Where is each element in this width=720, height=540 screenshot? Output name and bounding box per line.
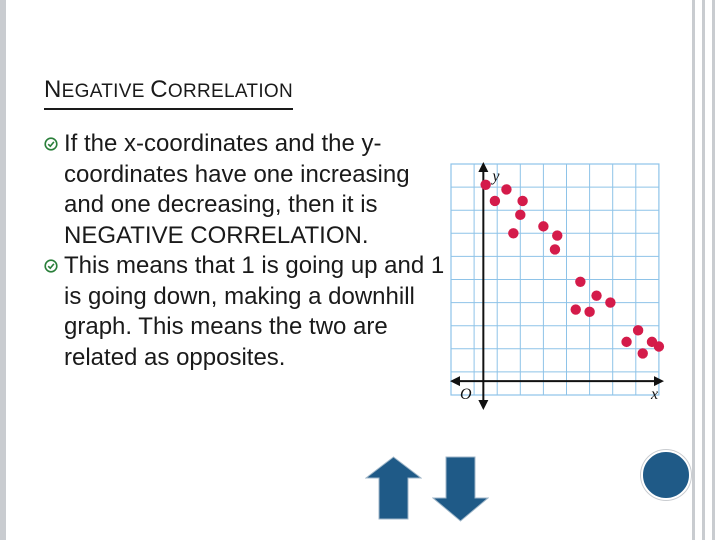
circled-check-bullet-icon <box>44 259 58 273</box>
data-point <box>621 337 631 347</box>
data-point <box>552 230 562 240</box>
y-axis-label: y <box>492 168 500 185</box>
data-point <box>490 196 500 206</box>
data-point <box>480 180 490 190</box>
data-point <box>517 196 527 206</box>
data-point <box>538 221 548 231</box>
data-point <box>638 348 648 358</box>
data-point <box>550 244 560 254</box>
slide-left-border <box>0 0 6 540</box>
data-point <box>584 307 594 317</box>
slide-title: NEGATIVE CORRELATION <box>44 76 293 110</box>
scatter-graph <box>448 161 668 411</box>
data-point <box>633 325 643 335</box>
data-point <box>508 228 518 238</box>
data-point <box>571 304 581 314</box>
circled-check-bullet-icon <box>44 137 58 151</box>
bullet-text: This means that 1 is going up and 1 is going down, making a downhill graph. This means the two are related as opposites. <box>64 252 445 371</box>
data-point <box>591 290 601 300</box>
data-point <box>515 210 525 220</box>
data-point <box>654 341 664 351</box>
y-axis-arrow-down <box>478 400 488 410</box>
bullet-item <box>44 251 454 373</box>
decorative-circle <box>641 450 691 500</box>
bullet-item <box>44 129 454 251</box>
origin-label: O <box>460 386 472 404</box>
bullet-text: If the x-coordinates and the y-coordinates have one increasing and one decreasing, then it is NEGATIVE CORRELATION. <box>64 130 410 249</box>
x-axis-label: x <box>651 386 659 404</box>
data-point <box>501 184 511 194</box>
slide-right-frame <box>690 0 720 540</box>
data-point <box>575 277 585 287</box>
bullet-list <box>44 129 454 373</box>
down-arrow-icon <box>432 456 489 522</box>
data-point <box>605 297 615 307</box>
up-arrow-icon <box>365 456 422 520</box>
